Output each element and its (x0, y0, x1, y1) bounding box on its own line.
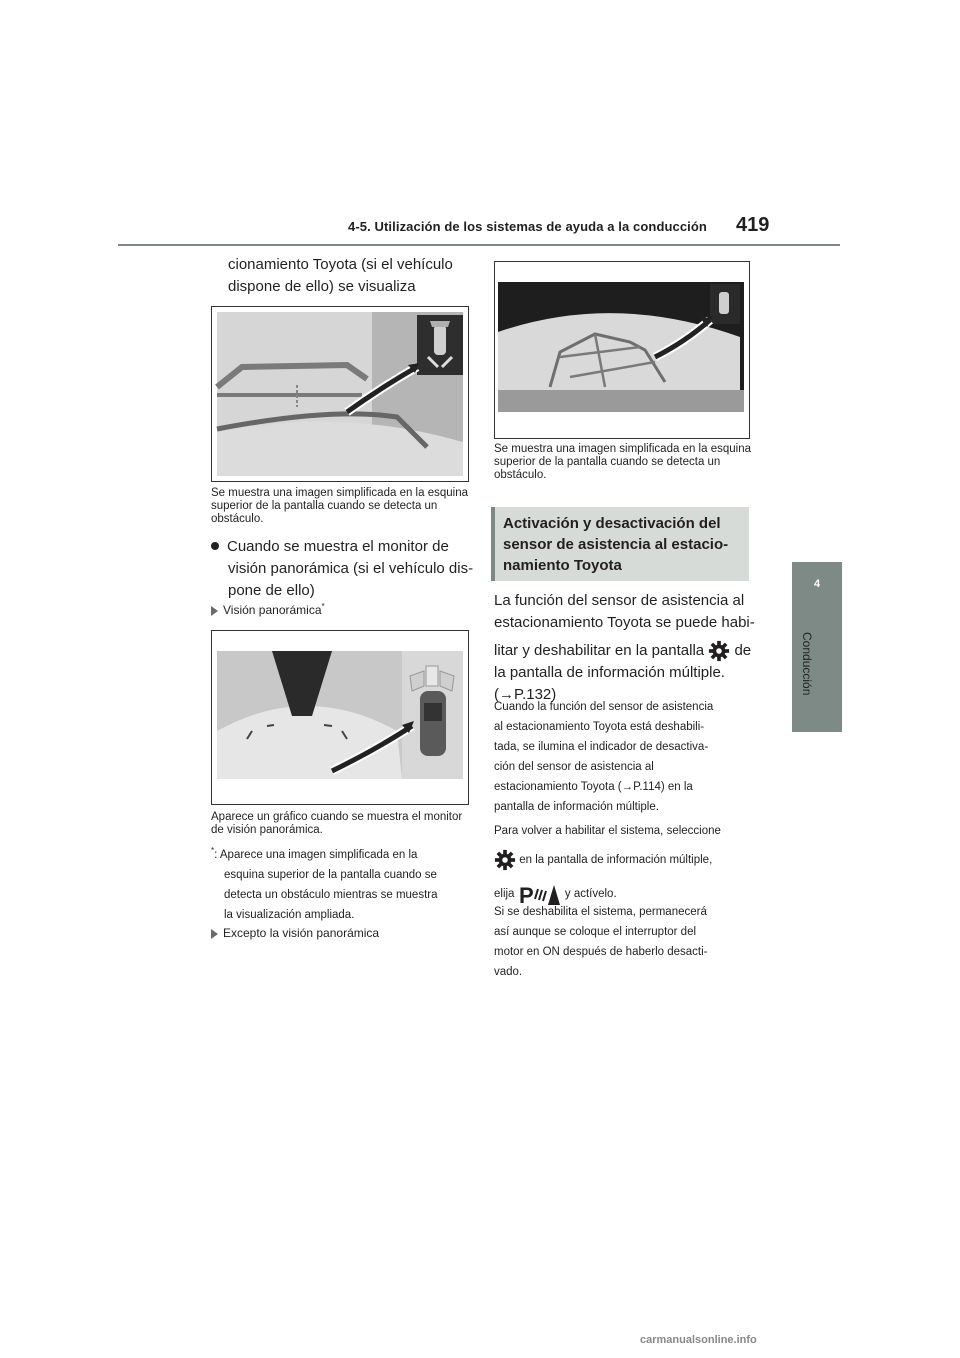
rear-view-illustration (212, 307, 468, 481)
intro-text: cionamiento Toyota (si el vehículo dispone de ello) se visualiza (228, 256, 453, 295)
gear-icon (708, 640, 730, 662)
watermark: carmanualsonline.info (640, 1334, 757, 1346)
page-number: 419 (736, 214, 770, 236)
figure3-caption: Se muestra una imagen simplificada en la esquina superior de la pantalla cuando se detecta un obstáculo. (494, 443, 751, 481)
chapter-label: Conducción (800, 632, 814, 696)
gear-icon (494, 849, 516, 871)
sub-heading-except: Excepto la visión panorámica (211, 926, 379, 940)
paragraph-reenable: Para volver a habilitar el sistema, seleccione en la pantalla de información múltiple, elija P y actívelo. (494, 825, 721, 907)
header-rule (118, 244, 840, 246)
figure-rear-view (211, 306, 469, 482)
section-header-title: 4-5. Utilización de los sistemas de ayuda a la conducción (348, 219, 707, 234)
except-panoramic-illustration (495, 262, 749, 438)
bullet-panoramic: Cuando se muestra el monitor de visión panorámica (si el vehículo dis- pone de ello) (211, 536, 481, 602)
paragraph-persist: Si se deshabilita el sistema, permanecerá así aunque se coloque el interruptor del motor en ON después de haberlo desacti- vado. (494, 906, 708, 978)
svg-text:P: P (518, 883, 534, 907)
paragraph-enable-disable: La función del sensor de asistencia al estacionamiento Toyota se puede habi- litar y deshabilitar en la pantalla de la pantalla de información múltiple. (→P.132) (494, 592, 755, 704)
section-heading: Activación y desactivación del sensor de asistencia al estacio- namiento Toyota (503, 515, 729, 574)
figure2-caption: Aparece un gráfico cuando se muestra el monitor de visión panorámica. (211, 811, 463, 836)
chapter-label-wrap (800, 632, 820, 712)
footnote: *: Aparece una imagen simplificada en la esquina superior de la pantalla cuando se detecta un obstáculo mientras se muestra la visualización ampliada. (211, 846, 438, 921)
panoramic-illustration (212, 631, 468, 804)
triangle-right-icon (211, 929, 218, 939)
triangle-right-icon (211, 606, 218, 616)
figure-panoramic-view (211, 630, 469, 805)
section-heading-box (491, 507, 749, 581)
sub-heading-panoramic: Visión panorámica* (211, 602, 325, 617)
figure1-caption: Se muestra una imagen simplificada en la esquina superior de la pantalla cuando se detecta un obstáculo. (211, 487, 468, 525)
paragraph-disabled-indicator: Cuando la función del sensor de asistencia al estacionamiento Toyota está deshabili- tada, se ilumina el indicador de desactiva- ción del sensor de asistencia al estacionamiento Toyota (→P.114) en la pantalla de información múltiple. (494, 701, 714, 813)
figure-except-panoramic (494, 261, 750, 439)
bullet-icon (211, 542, 219, 550)
section-heading-bar (491, 507, 495, 581)
chapter-number: 4 (813, 578, 821, 590)
